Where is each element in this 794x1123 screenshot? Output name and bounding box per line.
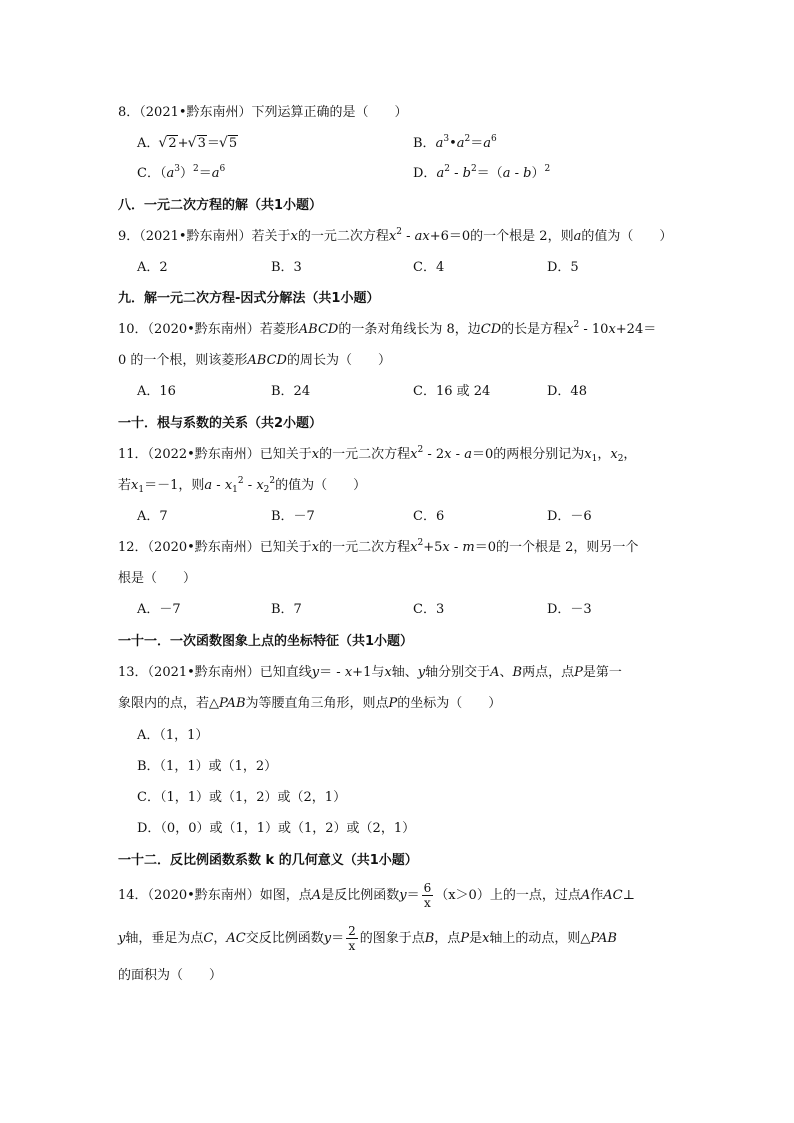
question-8-stem: 8．（2021•黔东南州）下列运算正确的是（ ） — [118, 105, 408, 120]
question-13-option-b: B．（1，1）或（1，2） — [137, 759, 278, 774]
question-12-line-1: 12．（2020•黔东南州）已知关于x的一元二次方程$x^2+5x - m=0$的一个根是 2，则另一个 — [118, 538, 639, 555]
question-10-option-a: A．16 — [137, 384, 176, 399]
question-10-option-b: B．24 — [271, 384, 311, 399]
question-11-option-d: D．－6 — [547, 509, 592, 524]
section-heading-8: 八．一元二次方程的解（共1小题） — [118, 198, 323, 213]
section-heading-11: 一十一．一次函数图象上点的坐标特征（共1小题） — [118, 634, 414, 649]
section-heading-9: 九．解一元二次方程-因式分解法（共1小题） — [118, 291, 380, 306]
question-10-option-c: C．16 或 24 — [413, 384, 491, 399]
question-13-line-2: 象限内的点，若△PAB为等腰直角三角形，则点P的坐标为（ ） — [118, 696, 502, 711]
question-9-stem: 9．（2021•黔东南州）若关于x的一元二次方程$x^2 - ax+6=0$的一个根是 2，则a的值为（ ） — [118, 227, 673, 244]
question-10-option-d: D．48 — [547, 384, 587, 399]
question-13-option-d: D．（0，0）或（1，1）或（1，2）或（2，1） — [137, 821, 416, 836]
question-10-line-2: 0 的一个根，则该菱形ABCD的周长为（ ） — [118, 353, 391, 368]
question-14-line-3: 的面积为（ ） — [118, 968, 223, 983]
question-11-option-c: C．6 — [413, 509, 445, 524]
question-9-option-a: A．2 — [137, 260, 168, 275]
fraction-2-over-x: $\frac{2}{x}$ — [348, 924, 356, 953]
question-8-option-d: D．$a^2 - b^2=(a - b)^2$ — [413, 164, 551, 181]
question-12-option-d: D．－3 — [547, 602, 592, 617]
question-12-option-a: A．－7 — [137, 602, 181, 617]
question-11-option-b: B．－7 — [271, 509, 315, 524]
question-9-option-b: B．3 — [271, 260, 302, 275]
question-11-line-2: 若$x_1=-1$，则a - $x_1^2 - x_2^2$的值为（ ） — [118, 476, 367, 495]
question-12-line-2: 根是（ ） — [118, 571, 197, 586]
question-11-line-1: 11．（2022•黔东南州）已知关于x的一元二次方程$x^2 - 2x - a=0$的两根分别记为$x_1$，$x_2$， — [118, 445, 637, 464]
section-heading-10: 一十．根与系数的关系（共2小题） — [118, 416, 323, 431]
question-9-option-c: C．4 — [413, 260, 445, 275]
question-9-option-d: D．5 — [547, 260, 579, 275]
question-13-line-1: 13．（2021•黔东南州）已知直线y＝ - x+1与x轴、y轴分别交于A、B两点，点P是第一 — [118, 665, 622, 680]
fraction-6-over-x: $\frac{6}{x}$ — [423, 881, 432, 910]
section-heading-12: 一十二．反比例函数系数 k 的几何意义（共1小题） — [118, 853, 418, 868]
question-8-option-b: B．$a^3•a^2=a^6$ — [413, 134, 497, 151]
question-11-option-a: A．7 — [137, 509, 168, 524]
question-13-option-a: A．（1，1） — [137, 728, 209, 743]
question-14-line-2: y轴，垂足为点C，AC交反比例函数y＝ $\frac{2}{x}$ 的图象于点B，点P是x轴上的动点，则△PAB — [118, 924, 617, 953]
question-8-option-a: A．√ 2+√ 3＝√ 5 — [137, 134, 238, 154]
question-10-line-1: 10．（2020•黔东南州）若菱形ABCD的一条对角线长为 8，边CD的长是方程$x^2 - 10x+24=$ — [118, 320, 657, 337]
question-12-option-b: B．7 — [271, 602, 302, 617]
question-12-option-c: C．3 — [413, 602, 445, 617]
question-14-line-1: 14．（2020•黔东南州）如图，点A是反比例函数y＝ $\frac{6}{x}$ （x＞0）上的一点，过点A作AC⊥ — [118, 881, 635, 910]
question-8-option-c: C．$(a^3)^2=a^6$ — [137, 164, 226, 181]
question-13-option-c: C．（1，1）或（1，2）或（2，1） — [137, 790, 347, 805]
